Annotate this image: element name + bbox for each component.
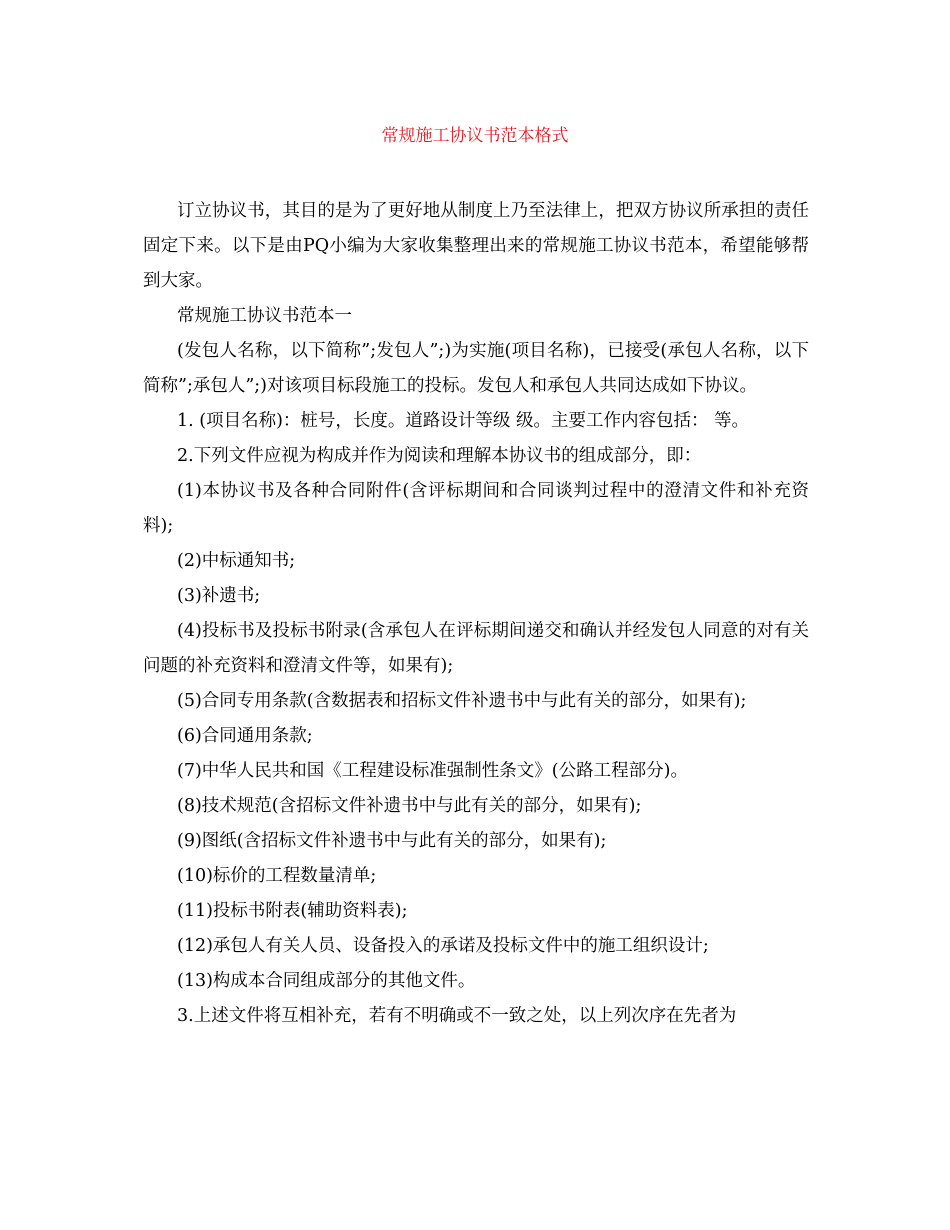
list-item: (13)构成本合同组成部分的其他文件。 [177, 971, 476, 991]
list-item: (11)投标书附表(辅助资料表); [177, 901, 408, 921]
document-body [143, 194, 809, 1034]
list-item: (10)标价的工程数量清单; [177, 866, 377, 886]
list-item: (4)投标书及投标书附录(含承包人在评标期间递交和确认并经发包人同意的对有关问题的补充资料和澄清文件等，如果有); [143, 621, 809, 676]
clause-2: 2.下列文件应视为构成并作为阅读和理解本协议书的组成部分，即： [177, 446, 702, 466]
document-title: 常规施工协议书范本格式 [381, 126, 569, 146]
list-item: (1)本协议书及各种合同附件(含评标期间和合同谈判过程中的澄清文件和补充资料); [143, 481, 809, 536]
list-item: (2)中标通知书; [177, 551, 296, 571]
paragraph-intro: 订立协议书，其目的是为了更好地从制度上乃至法律上，把双方协议所承担的责任固定下来。以下是由PQ小编为大家收集整理出来的常规施工协议书范本，希望能够帮到大家。 [143, 201, 809, 291]
list-item: (7)中华人民共和国《工程建设标准强制性条文》(公路工程部分)。 [177, 761, 688, 781]
section-heading: 常规施工协议书范本一 [177, 306, 352, 326]
clause-1: 1. (项目名称)：桩号，长度。道路设计等级 级。主要工作内容包括： 等。 [177, 411, 750, 431]
paragraph-parties: (发包人名称，以下简称”;发包人”;)为实施(项目名称)，已接受(承包人名称，以下简称”;承包人”;)对该项目标段施工的投标。发包人和承包人共同达成如下协议。 [143, 341, 809, 396]
list-item: (8)技术规范(含招标文件补遗书中与此有关的部分，如果有); [177, 796, 642, 816]
list-item: (9)图纸(含招标文件补遗书中与此有关的部分，如果有); [177, 831, 607, 851]
list-item: (5)合同专用条款(含数据表和招标文件补遗书中与此有关的部分，如果有); [177, 691, 747, 711]
clause-3: 3.上述文件将互相补充，若有不明确或不一致之处，以上列次序在先者为 [177, 1006, 737, 1026]
list-item: (3)补遗书; [177, 586, 261, 606]
list-item: (6)合同通用条款; [177, 726, 313, 746]
list-item: (12)承包人有关人员、设备投入的承诺及投标文件中的施工组织设计; [177, 936, 709, 956]
